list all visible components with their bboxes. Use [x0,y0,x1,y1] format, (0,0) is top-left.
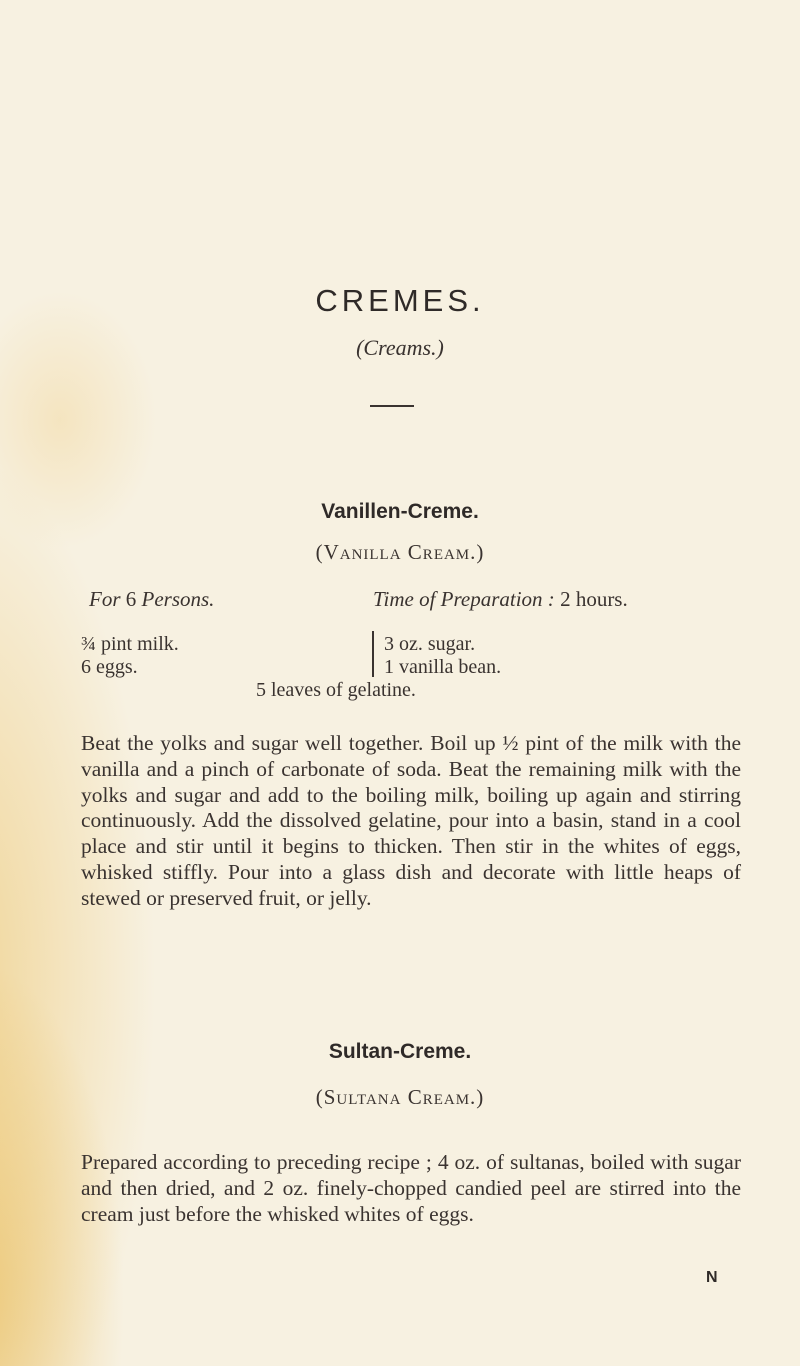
signature-mark: N [706,1269,718,1286]
persons-count: 6 [125,587,137,611]
ingredient-vanilla: 1 vanilla bean. [384,656,502,678]
chapter-subtitle: (Creams.) [356,335,444,360]
ingredient-gelatine: 5 leaves of gelatine. [256,679,416,701]
persons-line [89,587,214,612]
persons-suffix: Persons. [141,587,215,611]
recipe-title-vanillen: Vanillen-Creme. [321,500,479,523]
time-label: Time of Preparation : [373,587,555,611]
recipe-english-vanilla: (Vanilla Cream.) [315,540,485,564]
time-value: 2 hours. [560,587,628,611]
recipe-title-sultan: Sultan-Creme. [328,1040,472,1063]
time-line [373,587,628,612]
chapter-title: CREMES. [315,283,485,318]
ingredient-eggs: 6 eggs. [81,656,138,678]
persons-label: For [89,587,121,611]
method-paragraph-sultana: Prepared according to preceding recipe ; 4 oz. of sultanas, boiled with sugar and then dried, and 2 oz. finely-chopped candied peel are stirred into the cream just before the whisked whites of eggs. [81,1150,741,1226]
recipe-english-sultana: (Sultana Cream.) [315,1085,485,1109]
ingredient-milk: ¾ pint milk. [81,633,179,655]
method-paragraph-vanilla: Beat the yolks and sugar well together. Boil up ½ pint of the milk with the vanilla and a pinch of carbonate of soda. Beat the remaining milk with the yolks and sugar and add to the boiling milk, boiling up again and stirring continuously. Add the dissolved gelatine, pour into a basin, stand in a cool place and stir until it begins to thicken. Then stir in the whites of eggs, whisked stiffly. Pour into a glass dish and decorate with little heaps of stewed or preserved fruit, or jelly. [81,731,741,910]
ingredient-divider [372,631,374,677]
divider-rule [370,405,414,407]
ingredient-sugar: 3 oz. sugar. [384,633,476,655]
